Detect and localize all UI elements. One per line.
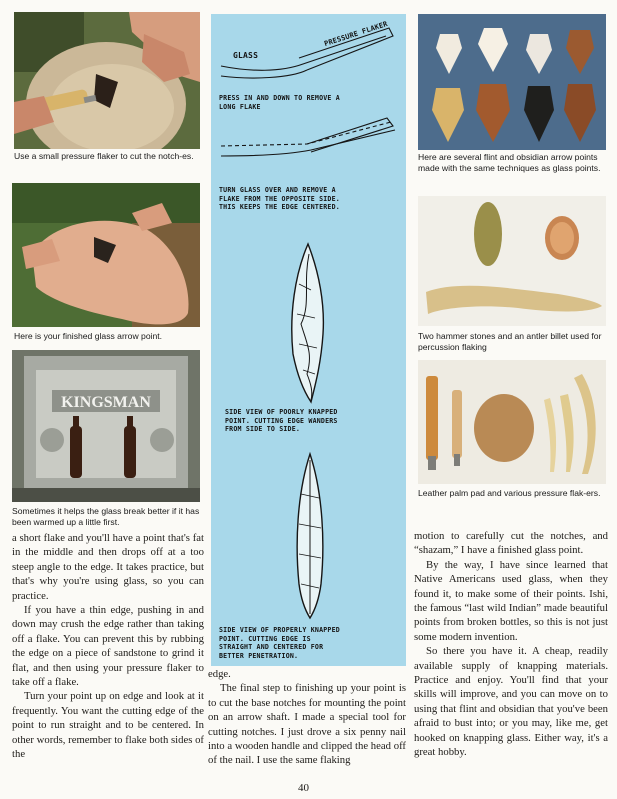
col3-paragraph-3: So there you have it. A cheap, readily available supply of knapping materials. Practice and enjoy. You'll find that your skills will improve, and you can move on to using that flint and obsidian that you've been afraid to bust into; or you may, like me, get hooked on knapping glass. Either way, it's a great hobby. [414, 645, 608, 759]
col1-paragraph-1: a short flake and you'll have a point that's fat in the middle and then drops off at a too steep angle to the edge. It takes practice, but that's why you're using glass, so you can practice. [12, 532, 204, 602]
diagram-drawings [211, 14, 406, 666]
col2-paragraph-0: edge. [208, 668, 231, 680]
col3-paragraph-1: motion to carefully cut the notches, and “shazam,” I have a finished glass point. [414, 530, 608, 557]
finished-point-photo [12, 183, 200, 327]
column-1-text [12, 531, 204, 762]
caption-hammer-stones: Two hammer stones and an antler billet used for percussion flaking [418, 331, 602, 352]
properly-knapped-label: SIDE VIEW OF PROPERLY KNAPPED POINT. CUTTING EDGE IS STRAIGHT AND CENTERED FOR BETTER PENETRATION. [219, 626, 340, 660]
label-glass: GLASS [233, 51, 259, 60]
hammer-stones-photo [418, 196, 606, 326]
caption-warm-glass: Sometimes it helps the glass break better if it has been warmed up a little first. [12, 506, 200, 527]
poorly-knapped-label: SIDE VIEW OF POORLY KNAPPED POINT. CUTTING EDGE WANDERS FROM SIDE TO SIDE. [225, 408, 338, 434]
stove-brand-text: KINGSMAN [61, 394, 151, 411]
caption-palm-pad: Leather palm pad and various pressure flak-ers. [418, 488, 601, 498]
pressure-flaker-photo [14, 12, 200, 149]
palm-pad-photo [418, 360, 606, 484]
label-pressure-flaker: PRESSURE FLAKER [323, 19, 389, 49]
stove-photo [12, 350, 200, 502]
caption-pressure-flaker: Use a small pressure flaker to cut the notch-es. [14, 151, 194, 161]
column-3-text [414, 529, 608, 760]
step-2-label: TURN GLASS OVER AND REMOVE A FLAKE FROM THE OPPOSITE SIDE. THIS KEEPS THE EDGE CENTERED. [219, 186, 340, 212]
col3-paragraph-2: By the way, I have since learned that Native Americans used glass, when they found it, to make some of their points. Ishi, the famous “last wild Indian” made beautiful points from broken bottles, so this is not just some modern invention. [414, 558, 608, 643]
caption-arrow-points: Here are several flint and obsidian arrow points made with the same techniques as glass points. [418, 152, 601, 173]
arrow-points-photo [418, 14, 606, 150]
step-1-label: PRESS IN AND DOWN TO REMOVE A LONG FLAKE [219, 94, 340, 111]
knapping-diagram-panel [211, 14, 406, 666]
col1-paragraph-3: Turn your point up on edge and look at it frequently. You want the cutting edge of the point to run straight and to be centered. In other words, remember to flake both sides of the [12, 690, 204, 761]
col1-paragraph-2: If you have a thin edge, pushing in and down may crush the edge rather than taking off a flake. You can prevent this by rubbing the edge on a piece of sandstone to grind it flat, and then using your pressure flaker to take off a flake. [12, 604, 204, 689]
col2-paragraph-1: The final step to finishing up your point is to cut the base notches for mounting the point on an arrow shaft. I made a special tool for cutting notches. I just drove a six penny nail into a wooden handle and clipped the head off of the nail. I use the same flaking [208, 682, 406, 767]
caption-finished-point: Here is your finished glass arrow point. [14, 331, 163, 341]
column-2-text [208, 667, 406, 768]
page-number: 40 [298, 782, 309, 794]
